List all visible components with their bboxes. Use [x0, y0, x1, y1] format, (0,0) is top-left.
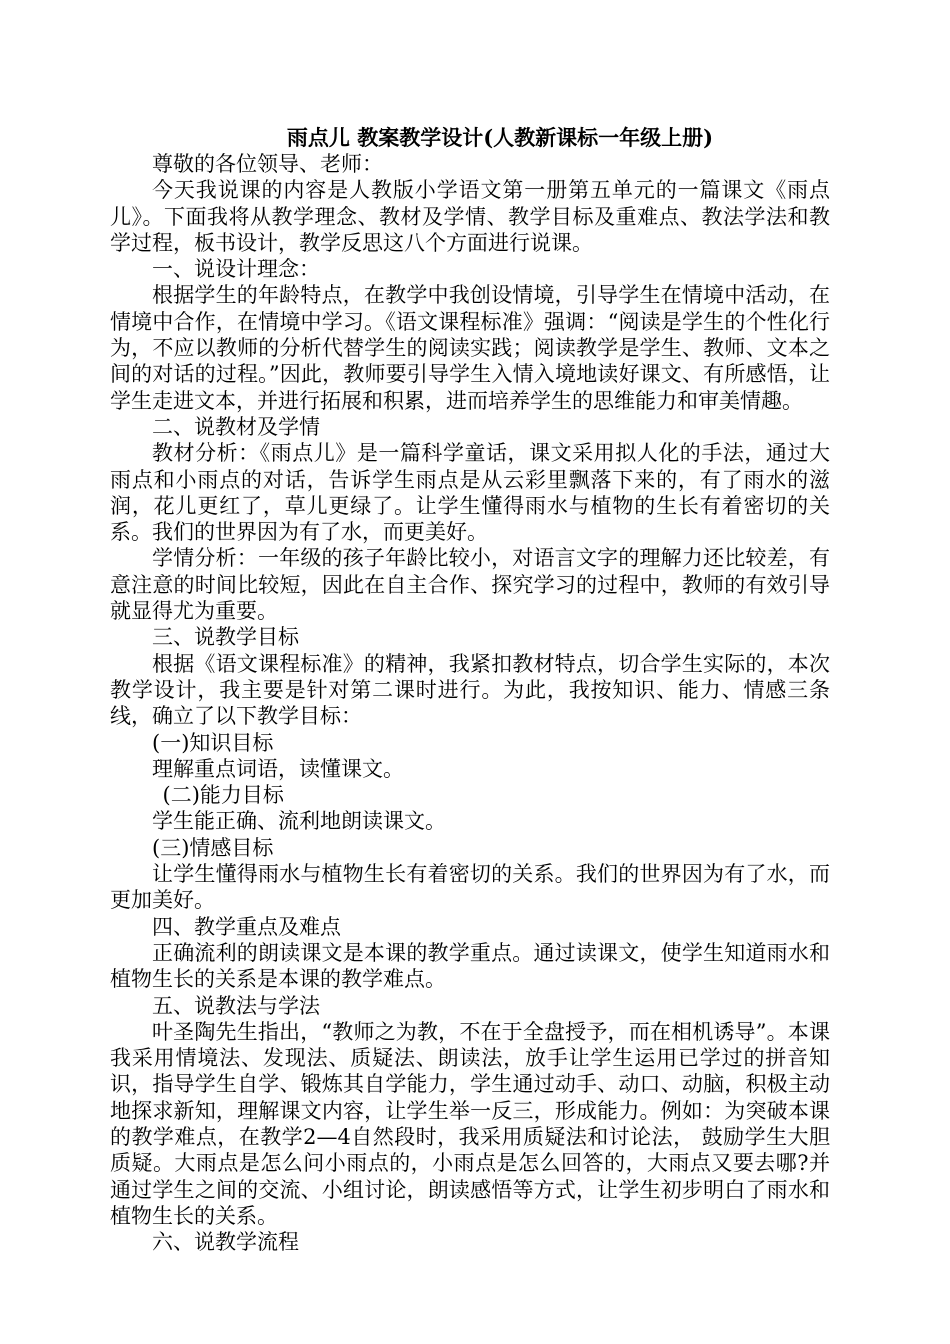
heading-objectives: 三、说教学目标	[152, 625, 299, 650]
paragraph-methods: 叶圣陶先生指出，“教师之为教，不在于全盘授予，而在相机诱导”。本课我采用情境法、发现法、质疑法、朗读法，放手让学生运用已学过的拼音知识，指导学生自学、锻炼其自学能力，学生通过动手、动口、动脑，积极主动地探求新知，理解课文内容，让学生举一反三，形成能力。例如：为突破本课的教学难点，在教学2—4自然段时，我采用质疑法和讨论法， 鼓励学生大胆质疑。大雨点是怎么问小雨点的，小雨点是怎么回答的，大雨点又要去哪?并通过学生之间的交流、小组讨论，朗读感悟等方式，让学生初步明白了雨水和植物生长的关系。	[110, 1019, 830, 1228]
paragraph-emotion-goal: 让学生懂得雨水与植物生长有着密切的关系。我们的世界因为有了水，而更加美好。	[110, 862, 830, 913]
paragraph-material-analysis: 教材分析：《雨点儿》是一篇科学童话，课文采用拟人化的手法，通过大雨点和小雨点的对话，告诉学生雨点是从云彩里飘落下来的，有了雨水的滋润，花儿更红了，草儿更绿了。让学生懂得雨水与植物的生长有着密切的关系。我们的世界因为有了水，而更美好。	[110, 441, 830, 545]
document-body	[110, 151, 830, 1255]
paragraph-student-analysis: 学情分析：一年级的孩子年龄比较小，对语言文字的理解力还比较差，有意注意的时间比较短，因此在自主合作、探究学习的过程中，教师的有效引导就显得尤为重要。	[110, 546, 830, 624]
heading-knowledge-goal: (一)知识目标	[152, 730, 274, 755]
paragraph-knowledge-goal: 理解重点词语，读懂课文。	[152, 756, 404, 781]
heading-ability-goal: (二)能力目标	[162, 783, 284, 808]
heading-materials: 二、说教材及学情	[152, 414, 320, 439]
document-title: 雨点儿 教案教学设计(人教新课标一年级上册)	[286, 125, 714, 150]
paragraph-design-concept: 根据学生的年龄特点，在教学中我创设情境，引导学生在情境中活动，在情境中合作，在情境中学习。《语文课程标准》强调：“阅读是学生的个性化行为，不应以教师的分析代替学生的阅读实践；阅读教学是学生、教师、文本之间的对话的过程。”因此，教师要引导学生入情入境地读好课文、有所感悟，让学生走进文本，并进行拓展和积累，进而培养学生的思维能力和审美情趣。	[110, 283, 830, 413]
heading-methods: 五、说教法与学法	[152, 993, 320, 1018]
heading-emotion-goal: (三)情感目标	[152, 835, 274, 860]
heading-key-difficult: 四、教学重点及难点	[152, 914, 341, 939]
heading-design-concept: 一、说设计理念：	[152, 257, 320, 282]
paragraph-intro: 今天我说课的内容是人教版小学语文第一册第五单元的一篇课文《雨点儿》。下面我将从教学理念、教材及学情、教学目标及重难点、教法学法和教学过程，板书设计，教学反思这八个方面进行说课。	[110, 178, 830, 255]
salutation: 尊敬的各位领导、老师：	[152, 152, 383, 176]
heading-process: 六、说教学流程	[152, 1230, 299, 1255]
paragraph-key-difficult: 正确流利的朗读课文是本课的教学重点。通过读课文，使学生知道雨水和植物生长的关系是本课的教学难点。	[110, 940, 830, 992]
paragraph-objectives: 根据《语文课程标准》的精神，我紧扣教材特点，切合学生实际的，本次教学设计，我主要是针对第二课时进行。为此，我按知识、能力、情感三条线，确立了以下教学目标：	[110, 651, 830, 729]
paragraph-ability-goal: 学生能正确、流利地朗读课文。	[152, 809, 446, 834]
